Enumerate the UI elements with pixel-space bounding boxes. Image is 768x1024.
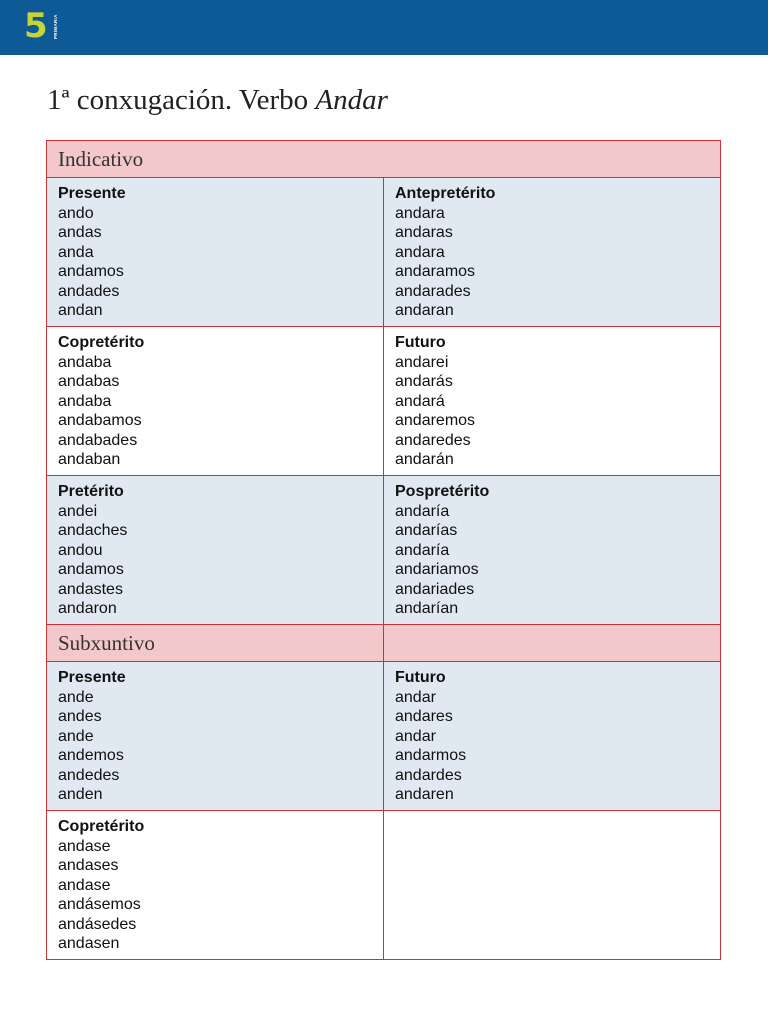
verb-form: andaches bbox=[58, 522, 128, 539]
verb-form: andabades bbox=[58, 431, 138, 449]
verb-form: andou bbox=[58, 541, 103, 559]
verb-form: andaba bbox=[58, 353, 112, 371]
tense-cell-preterito bbox=[47, 476, 384, 625]
verb-form: andarían bbox=[395, 600, 459, 617]
tense-name: Pospretérito bbox=[395, 483, 490, 500]
verb-form: andastes bbox=[58, 580, 123, 598]
tense-cell-copreterito bbox=[47, 327, 384, 476]
verb-form: ande bbox=[58, 727, 94, 745]
tense-name: Futuro bbox=[395, 334, 446, 351]
verb-form: andarei bbox=[395, 353, 449, 371]
verb-form: andamos bbox=[58, 561, 124, 578]
verb-form: andaron bbox=[58, 600, 117, 617]
empty-cell bbox=[384, 811, 721, 960]
table-row bbox=[47, 178, 721, 327]
table-row bbox=[47, 476, 721, 625]
verb-form: andaras bbox=[395, 224, 453, 241]
verb-form: andariades bbox=[395, 580, 475, 598]
verb-form: andásedes bbox=[58, 915, 137, 933]
verb-form: andabas bbox=[58, 373, 120, 390]
verb-form: andaría bbox=[395, 502, 450, 520]
page-title bbox=[47, 80, 388, 120]
verb-form: anda bbox=[58, 243, 94, 261]
grade-number: 5 bbox=[24, 6, 48, 46]
header-bar bbox=[0, 0, 768, 55]
verb-form: andarmos bbox=[395, 747, 467, 764]
tense-name: Pretérito bbox=[58, 483, 124, 500]
title-text: 1ª conxugación. Verbo bbox=[47, 84, 316, 116]
verb-form: andarán bbox=[395, 451, 454, 468]
tense-name: Copretérito bbox=[58, 818, 145, 835]
verb-form: andasen bbox=[58, 935, 120, 952]
tense-name: Antepretérito bbox=[395, 185, 496, 202]
verb-form: andar bbox=[395, 688, 436, 706]
tense-cell-subx-copreterito bbox=[47, 811, 384, 960]
tense-name: Presente bbox=[58, 185, 126, 202]
tense-cell-antepreterito bbox=[384, 178, 721, 327]
verb-form: andaren bbox=[395, 786, 454, 803]
mood-row-subxuntivo bbox=[47, 625, 721, 662]
verb-form: andas bbox=[58, 224, 102, 241]
tense-name: Futuro bbox=[395, 669, 446, 686]
tense-cell-subx-presente bbox=[47, 662, 384, 811]
empty-cell bbox=[384, 625, 721, 662]
verb-form: andedes bbox=[58, 766, 120, 784]
verb-form: andaramos bbox=[395, 263, 476, 280]
verb-form: andaremos bbox=[395, 412, 476, 429]
verb-form: andarades bbox=[395, 282, 471, 300]
verb-form: andara bbox=[395, 204, 445, 222]
mood-label-subxuntivo: Subxuntivo bbox=[47, 625, 384, 662]
verb-form: andásemos bbox=[58, 896, 141, 913]
verb-form: andarías bbox=[395, 522, 458, 539]
verb-form: andase bbox=[58, 837, 111, 855]
verb-form: andará bbox=[395, 392, 445, 410]
grade-label: PRIMARIA bbox=[53, 14, 58, 40]
verb-form: andase bbox=[58, 876, 111, 894]
table-row bbox=[47, 662, 721, 811]
table-row bbox=[47, 811, 721, 960]
verb-form: andariamos bbox=[395, 561, 479, 578]
tense-cell-futuro bbox=[384, 327, 721, 476]
mood-row-indicativo bbox=[47, 141, 721, 178]
table-row bbox=[47, 327, 721, 476]
verb-form: andases bbox=[58, 857, 119, 874]
title-verb: Andar bbox=[315, 84, 388, 116]
verb-form: andan bbox=[58, 302, 103, 319]
verb-form: andares bbox=[395, 708, 453, 725]
verb-form: ando bbox=[58, 204, 94, 222]
tense-name: Copretérito bbox=[58, 334, 145, 351]
verb-form: andemos bbox=[58, 747, 124, 764]
verb-form: andaba bbox=[58, 392, 112, 410]
verb-form: andaría bbox=[395, 541, 450, 559]
verb-form: ande bbox=[58, 688, 94, 706]
verb-form: andar bbox=[395, 727, 436, 745]
verb-form: andamos bbox=[58, 263, 124, 280]
tense-cell-subx-futuro bbox=[384, 662, 721, 811]
verb-form: andei bbox=[58, 502, 98, 520]
verb-form: andara bbox=[395, 243, 445, 261]
tense-cell-presente bbox=[47, 178, 384, 327]
verb-form: andardes bbox=[395, 766, 462, 784]
mood-label-indicativo: Indicativo bbox=[47, 141, 721, 178]
verb-form: andaran bbox=[395, 302, 454, 319]
verb-form: andarás bbox=[395, 373, 453, 390]
verb-form: andabamos bbox=[58, 412, 142, 429]
verb-form: andes bbox=[58, 708, 102, 725]
verb-form: andaredes bbox=[395, 431, 471, 449]
tense-name: Presente bbox=[58, 669, 126, 686]
tense-cell-pospreterito bbox=[384, 476, 721, 625]
verb-form: anden bbox=[58, 786, 103, 803]
conjugation-table bbox=[46, 140, 721, 960]
verb-form: andaban bbox=[58, 451, 121, 468]
verb-form: andades bbox=[58, 282, 120, 300]
